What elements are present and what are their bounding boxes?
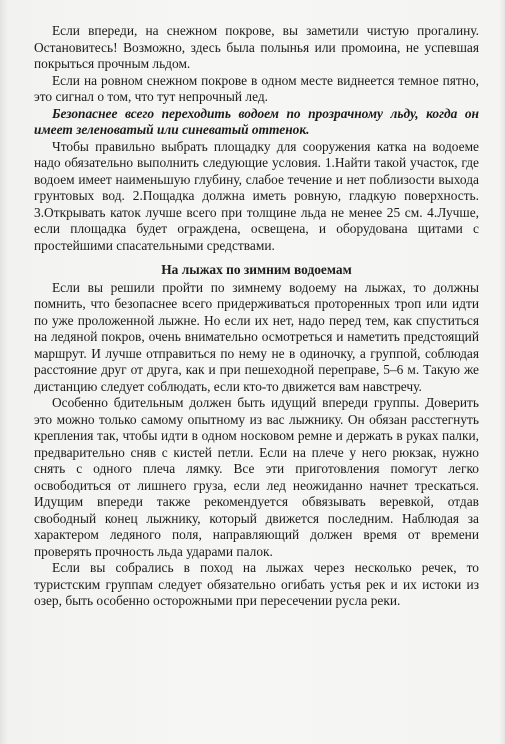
paragraph-clearing-warning: Если впереди, на снежном покрове, вы заметили чистую прогалину. Остановитесь! Возможно, здесь была полынья или промоина, не успевшая покрыться прочным льдом. [34, 23, 479, 71]
section-heading-skiing: На лыжах по зимним водоемам [161, 262, 352, 277]
paragraph-lead-skier: Особенно бдительным должен быть идущий впереди группы. Доверить это можно только самому опытному из вас лыжнику. Он обязан расстегнуть крепления так, чтобы идти в одном носковом ремне и держать в руках палки, предварительно сняв с кистей петли. Если на плече у него рюкзак, нужно снять с одного плеча лямку. Все эти приготовления помогут легко освободиться от лишнего груза, если лед неожиданно начнет трескаться. Идущим впереди также рекомендуется обвязывать веревкой, отдав свободный конец лыжнику, который движется последним. Наблюдая за характером ледяного поля, направляющий должен время от времени проверять прочность льда ударами палок. [34, 395, 479, 559]
paragraph-rink-conditions: Чтобы правильно выбрать площадку для сооружения катка на водоеме надо обязательно выполнить следующие условия. 1.Найти такой участок, где водоем имеет наименьшую глубину, слабое течение и нет поблизости выхода грунтовых вод. 2.Пощадка должна иметь ровную, гладкую поверхность. 3.Открывать каток лучше всего при толщине льда не менее 25 см. 4.Лучше, если площадка будет ограждена, освещена, и оборудована щитами с простейшими спасательными средствами. [34, 138, 479, 253]
paragraph-dark-spot-warning: Если на ровном снежном покрове в одном месте виднеется темное пятно, это сигнал о том, что тут непрочный лед. [34, 72, 479, 104]
emphasis-safe-ice: Безопаснее всего переходить водоем по прозрачному льду, когда он имеет зеленоватый или синеватый оттенок. [34, 105, 479, 137]
paragraph-ski-routes: Если вы решили пройти по зимнему водоему на лыжах, то должны помнить, что безопаснее всего придерживаться проторенных троп или идти по уже проложенной лыжне. Но если их нет, надо перед тем, как спуститься на ледяной покров, очень внимательно осмотреться и наметить предстоящий маршрут. И лучше отправиться по нему не в одиночку, а группой, соблюдая расстояние друг от друга, как и при пешеходной переправе, 5–6 м. Такую же дистанцию следует соблюдать, если кто-то движется вам навстречу. [34, 279, 479, 394]
paragraph-river-crossing: Если вы собрались в поход на лыжах через несколько речек, то туристским группам следует обязательно огибать устья рек и их истоки из озер, быть особенно осторожными при пересечении русла реки. [34, 560, 479, 608]
